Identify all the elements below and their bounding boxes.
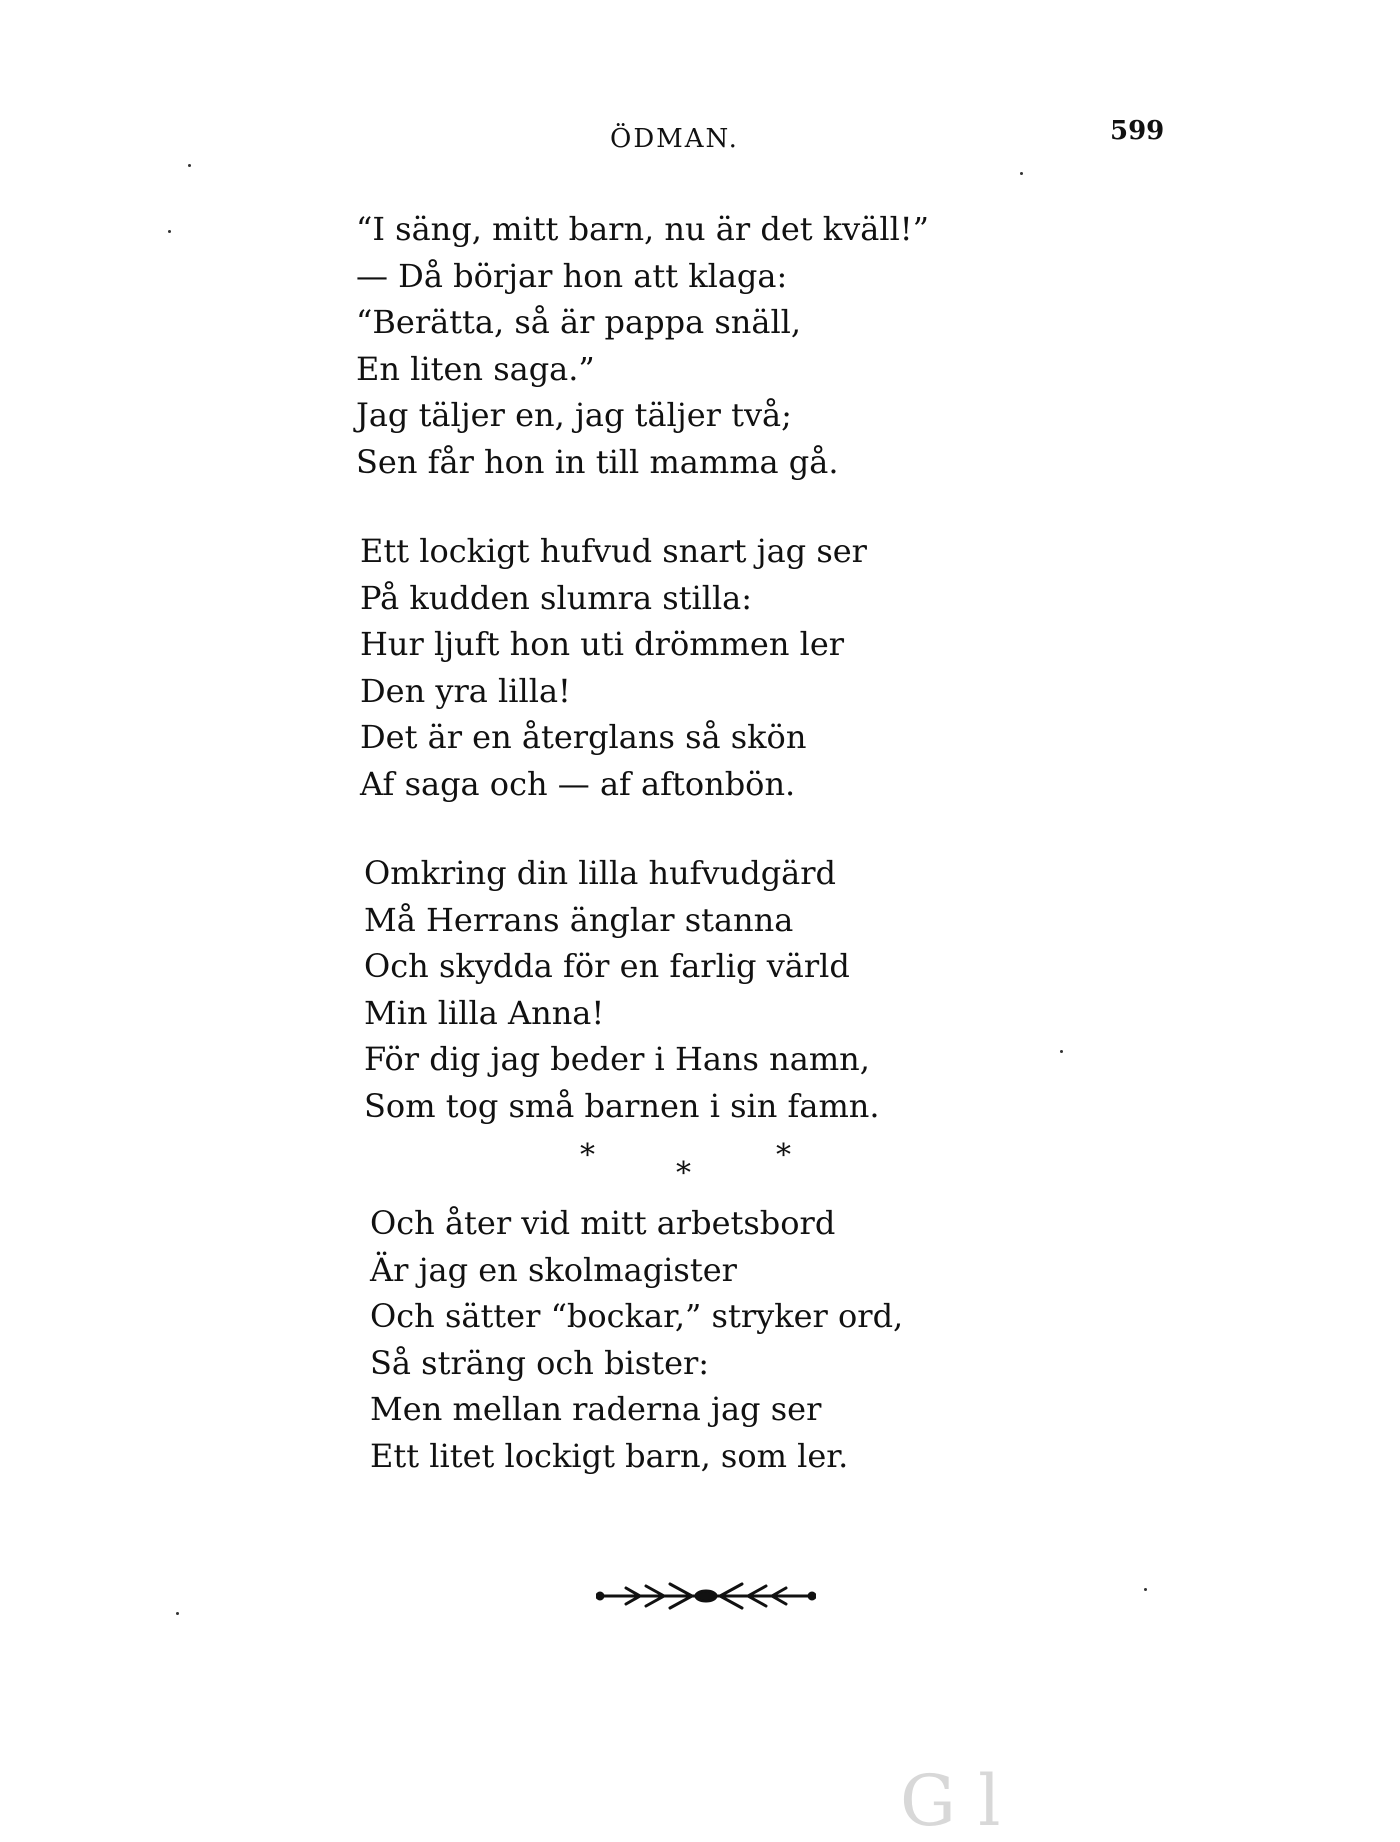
- asterisk: *: [676, 1156, 691, 1191]
- verse-line: Af saga och — af aftonbön.: [360, 764, 796, 803]
- verse-line: Den yra lilla!: [360, 671, 571, 710]
- verse-line: Är jag en skolmagister: [370, 1250, 737, 1289]
- stanza-4: [370, 1200, 903, 1479]
- print-speck: [176, 1612, 179, 1615]
- verse-line: Min lilla Anna!: [364, 993, 605, 1032]
- verse-line: Jag täljer en, jag täljer två;: [356, 396, 792, 434]
- verse-line: Ett lockigt hufvud snart jag ser: [360, 532, 867, 570]
- verse-line: En liten saga.”: [356, 349, 595, 388]
- verse-line: Så sträng och bister:: [370, 1343, 710, 1382]
- page-number: 599: [1110, 116, 1165, 146]
- verse-line: Må Herrans änglar stanna: [364, 900, 794, 939]
- stanza-3: [364, 850, 880, 1129]
- verse-line: “Berätta, så är pappa snäll,: [356, 303, 802, 341]
- verse-line: Omkring din lilla hufvudgärd: [364, 854, 837, 892]
- fleuron-ornament-icon: [596, 1578, 816, 1614]
- asterisk: *: [580, 1138, 595, 1173]
- print-speck: [1060, 1050, 1063, 1053]
- verse-line: “I säng, mitt barn, nu är det kväll!”: [356, 210, 930, 248]
- print-speck: [168, 230, 171, 233]
- verse-line: För dig jag beder i Hans namn,: [364, 1040, 870, 1078]
- asterisk: *: [776, 1138, 791, 1173]
- verse-line: Det är en återglans så skön: [360, 718, 807, 756]
- verse-line: Som tog små barnen i sin famn.: [364, 1086, 880, 1125]
- verse-line: — Då börjar hon att klaga:: [356, 256, 788, 295]
- verse-line: Men mellan raderna jag ser: [370, 1390, 822, 1428]
- verse-line: Sen får hon in till mamma gå.: [356, 442, 839, 481]
- verse-line: På kudden slumra stilla:: [360, 578, 753, 617]
- print-speck: [1020, 172, 1023, 175]
- print-speck: [1144, 1588, 1147, 1591]
- verse-line: Ett litet lockigt barn, som ler.: [370, 1436, 849, 1475]
- scan-watermark: G l: [900, 1760, 1001, 1842]
- running-head: ÖDMAN.: [610, 124, 739, 154]
- verse-line: Hur ljuft hon uti drömmen ler: [360, 625, 845, 663]
- verse-line: Och skydda för en farlig värld: [364, 947, 850, 985]
- stanza-2: [360, 528, 867, 807]
- verse-line: Och sätter “bockar,” stryker ord,: [370, 1297, 904, 1335]
- print-speck: [188, 164, 191, 167]
- section-break: [580, 1138, 820, 1191]
- stanza-1: [356, 206, 929, 485]
- verse-line: Och åter vid mitt arbetsbord: [370, 1204, 836, 1242]
